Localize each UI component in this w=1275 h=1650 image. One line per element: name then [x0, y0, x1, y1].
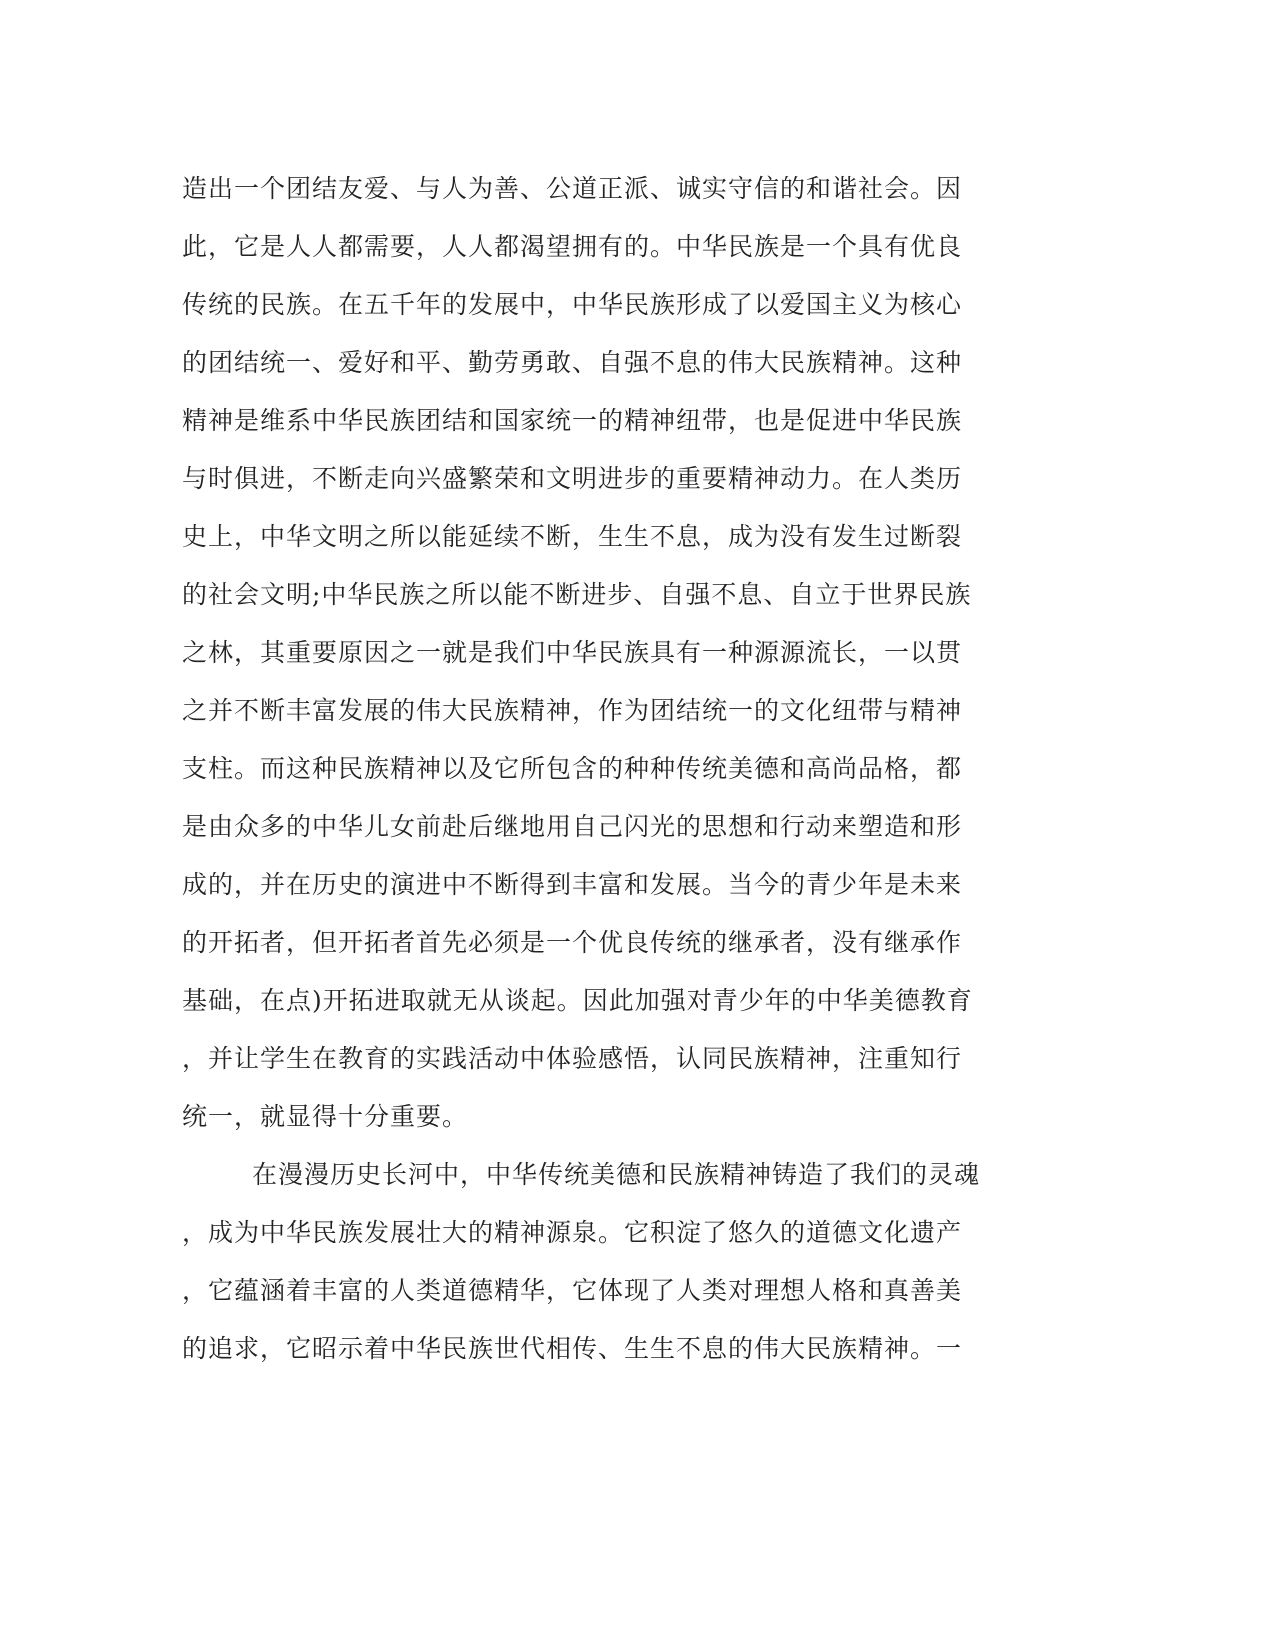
text-line: 在漫漫历史长河中，中华传统美德和民族精神铸造了我们的灵魂 — [252, 1160, 981, 1189]
text-line: ，成为中华民族发展壮大的精神源泉。它积淀了悠久的道德文化遗产 — [182, 1218, 963, 1247]
text-line: 的社会文明;中华民族之所以能不断进步、自强不息、自立于世界民族 — [182, 580, 972, 609]
text-line: 史上，中华文明之所以能延续不断，生生不息，成为没有发生过断裂 — [182, 522, 963, 551]
text-line: 是由众多的中华儿女前赴后继地用自己闪光的思想和行动来塑造和形 — [182, 812, 963, 841]
text-line: 支柱。而这种民族精神以及它所包含的种种传统美德和高尚品格，都 — [182, 754, 963, 783]
text-line: 精神是维系中华民族团结和国家统一的精神纽带，也是促进中华民族 — [182, 406, 963, 435]
text-line: 基础，在点)开拓进取就无从谈起。因此加强对青少年的中华美德教育 — [182, 986, 973, 1015]
paragraph-1 — [182, 160, 1042, 1146]
text-line: ，并让学生在教育的实践活动中体验感悟，认同民族精神，注重知行 — [182, 1044, 963, 1073]
text-line: 此，它是人人都需要，人人都渴望拥有的。中华民族是一个具有优良 — [182, 232, 963, 261]
text-line: 的团结统一、爱好和平、勤劳勇敢、自强不息的伟大民族精神。这种 — [182, 348, 963, 377]
text-line: 成的，并在历史的演进中不断得到丰富和发展。当今的青少年是未来 — [182, 870, 963, 899]
text-line: 之并不断丰富发展的伟大民族精神，作为团结统一的文化纽带与精神 — [182, 696, 963, 725]
paragraph-2 — [182, 1146, 1042, 1378]
body-text — [182, 160, 1042, 1378]
text-line: 之林，其重要原因之一就是我们中华民族具有一种源源流长，一以贯 — [182, 638, 963, 667]
text-line: 造出一个团结友爱、与人为善、公道正派、诚实守信的和谐社会。因 — [182, 174, 963, 203]
text-line: 统一，就显得十分重要。 — [182, 1102, 469, 1131]
text-line: 的开拓者，但开拓者首先必须是一个优良传统的继承者，没有继承作 — [182, 928, 963, 957]
text-line: 与时俱进，不断走向兴盛繁荣和文明进步的重要精神动力。在人类历 — [182, 464, 963, 493]
text-line: ，它蕴涵着丰富的人类道德精华，它体现了人类对理想人格和真善美 — [182, 1276, 963, 1305]
text-line: 传统的民族。在五千年的发展中，中华民族形成了以爱国主义为核心 — [182, 290, 963, 319]
text-line: 的追求，它昭示着中华民族世代相传、生生不息的伟大民族精神。一 — [182, 1334, 963, 1363]
